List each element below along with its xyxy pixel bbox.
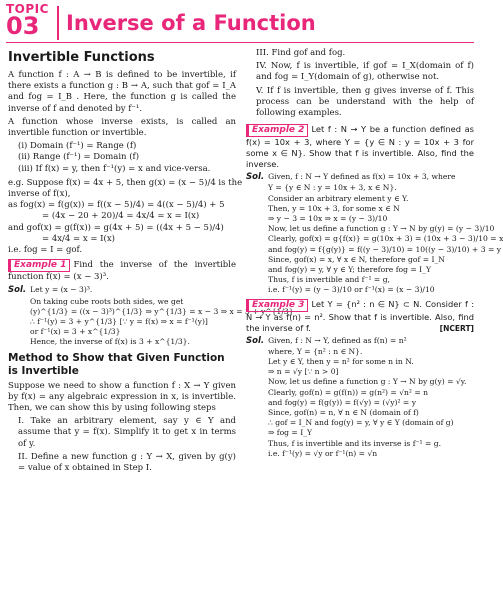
method-steps-continued bbox=[246, 48, 474, 119]
example-1-label: Example 1 bbox=[8, 259, 70, 272]
section-heading-method: Method to Show that Given Function is Invertible bbox=[8, 351, 225, 377]
solution-line: (y)^{1/3} = ((x − 3)³)^{1/3} ⇒ y^{1/3} = x − 3 ⇒ x = 3 + y^{1/3} bbox=[30, 306, 294, 316]
example-3-text: Let Y = {n² : n ∈ N} ⊂ N. Consider f : N → Y as f(n) = n². Show that f is invertible. Also, find the inverse of f. bbox=[246, 298, 474, 333]
solution-line: Clearly, gof(n) = g(f(n)) = g(n²) = √n² = n bbox=[268, 387, 429, 397]
solution-line: Let y = (x − 3)³. bbox=[30, 285, 93, 295]
solution-line: Clearly, gof(x) = g{f(x)} = g(10x + 3) = (10x + 3 − 3)/10 = x bbox=[268, 234, 503, 244]
eg-line: = 4x/4 = x = I(x) bbox=[42, 233, 115, 244]
solution-label: Sol. bbox=[8, 285, 27, 296]
example-2 bbox=[246, 124, 503, 295]
eg-line: as fog(x) = f(g(x)) = f((x − 5)/4) = 4((x − 5)/4) + 5 bbox=[8, 200, 225, 211]
ncert-tag: [NCERT] bbox=[439, 323, 474, 333]
solution-line: Given, f : N → Y, defined as f(n) = n² bbox=[268, 335, 407, 345]
solution-line: where, Y = {n² : n ∈ N}. bbox=[268, 346, 363, 356]
solution-line: Hence, the inverse of f(x) is 3 + x^{1/3}. bbox=[30, 337, 190, 347]
property-item: (ii) Range (f⁻¹) = Domain (f) bbox=[18, 152, 140, 163]
solution-line: Now, let us define a function g : Y → N by g(y) = (y − 3)/10 bbox=[268, 224, 495, 234]
method-step: I. Take an arbitrary element, say y ∈ Y and assume that y = f(x). Simplify it to get x in terms of y. bbox=[18, 416, 236, 449]
example-3-label: Example 3 bbox=[246, 299, 308, 312]
property-item: (i) Domain (f⁻¹) = Range (f) bbox=[18, 141, 137, 152]
method-intro: Suppose we need to show a function f : X → Y given by f(x) = any algebraic expression in x, is invertible. Then, we can show this by using following steps bbox=[8, 380, 236, 414]
method-step: V. If f is invertible, then g gives inverse of f. This process can be understand with the help of following examples. bbox=[256, 85, 474, 119]
solution-line: Let y ∈ Y, then y = n² for some n in N. bbox=[268, 357, 414, 367]
solution-line: Consider an arbitrary element y ∈ Y. bbox=[268, 193, 409, 203]
header-rule bbox=[6, 42, 474, 43]
solution-line: Then, y = 10x + 3, for some x ∈ N bbox=[268, 203, 400, 213]
topic-word: TOPIC bbox=[6, 2, 49, 16]
solution-line: or f⁻¹(x) = 3 + x^{1/3} bbox=[30, 327, 121, 337]
page-title: Inverse of a Function bbox=[66, 11, 316, 35]
topic-number: 03 bbox=[6, 12, 40, 40]
solution-line: Thus, f is invertible and f⁻¹ = g, bbox=[268, 275, 390, 285]
solution-line: i.e. f⁻¹(y) = √y or f⁻¹(n) = √n bbox=[268, 448, 378, 458]
eg-line: and gof(x) = g(f(x)) = g(4x + 5) = ((4x + 5 − 5)/4) bbox=[8, 222, 224, 233]
topic-badge bbox=[6, 2, 56, 40]
solution-line: Now, let us define a function g : Y → N by g(y) = √y. bbox=[268, 377, 467, 387]
solution-line: ∴ gof = I_N and fog(y) = y, ∀ y ∈ Y (domain of g) bbox=[268, 418, 454, 428]
eg-line: i.e. fog = I = gof. bbox=[8, 245, 83, 256]
example-3 bbox=[246, 299, 474, 459]
method-step: II. Define a new function g : Y → X, given by g(y) = value of x obtained in Step I. bbox=[18, 451, 236, 474]
solution-line: ⇒ n = √y [∵ n > 0] bbox=[268, 367, 339, 377]
solution-line: ⇒ fog = I_Y bbox=[268, 428, 313, 438]
example-2-text: Let f : N → Y be a function defined as f(x) = 10x + 3, where Y = {y ∈ N : y = 10x + 3 for some x ∈ N}. Show that f is invertible. Also, find the inverse. bbox=[246, 124, 474, 170]
definition-paragraph: A function f : A → B is defined to be invertible, if there exists a function g : B → A, such that gof = I_A and fog = I_B . Here, the function g is called the inverse of f and denoted by f⁻¹. bbox=[8, 70, 236, 114]
method-step: III. Find gof and fog. bbox=[256, 48, 346, 58]
method-step: IV. Now, f is invertible, if gof = I_X(domain of f) and fog = I_Y(domain of g), otherwise not. bbox=[256, 61, 474, 83]
solution-line: Since, gof(n) = n, ∀ n ∈ N (domain of f) bbox=[268, 408, 419, 418]
right-column bbox=[246, 48, 503, 459]
eg-line: e.g. Suppose f(x) = 4x + 5, then g(x) = (x − 5)/4 is the bbox=[8, 177, 243, 188]
property-list bbox=[8, 141, 236, 175]
example-eg bbox=[8, 177, 243, 256]
solution-line: and fog(y) = y, ∀ y ∈ Y; therefore fog = I_Y bbox=[268, 265, 431, 275]
solution-line: ∴ f⁻¹(y) = 3 + y^{1/3} [∵ y = f(x) ⇒ x = f⁻¹(y)] bbox=[30, 317, 208, 327]
property-item: (iii) If f(x) = y, then f⁻¹(y) = x and vice-versa. bbox=[18, 163, 211, 174]
method-steps bbox=[8, 416, 236, 474]
solution-line: Given, f : N → Y defined as f(x) = 10x + 3, where bbox=[268, 172, 456, 182]
solution-label: Sol. bbox=[246, 335, 265, 346]
section-heading-invertible: Invertible Functions bbox=[8, 50, 155, 65]
solution-line: Thus, f is invertible and its inverse is f⁻¹ = g. bbox=[268, 438, 442, 448]
solution-line: Since, gof(x) = x, ∀ x ∈ N, therefore gof = I_N bbox=[268, 254, 445, 264]
solution-line: ⇒ y − 3 = 10x ⇒ x = (y − 3)/10 bbox=[268, 214, 388, 224]
solution-line: On taking cube roots both sides, we get bbox=[30, 296, 184, 306]
example-2-label: Example 2 bbox=[246, 124, 308, 137]
page-header bbox=[0, 0, 480, 44]
eg-line: inverse of f(x), bbox=[8, 189, 71, 200]
solution-line: and fog(y) = f{g(y)} = f((y − 3)/10) = 10((y − 3)/10) + 3 = y bbox=[268, 244, 502, 254]
invertible-paragraph: A function whose inverse exists, is called an invertible function or invertible. bbox=[8, 116, 236, 139]
solution-line: Y = {y ∈ N : y = 10x + 3, x ∈ N}. bbox=[268, 183, 397, 193]
solution-label: Sol. bbox=[246, 172, 265, 183]
eg-line: = (4x − 20 + 20)/4 = 4x/4 = x = I(x) bbox=[42, 211, 200, 222]
solution-line: i.e. f⁻¹(y) = (y − 3)/10 or f⁻¹(x) = (x − 3)/10 bbox=[268, 285, 435, 295]
example-1-text: Find the inverse of the invertible function f(x) = (x − 3)³. bbox=[8, 260, 236, 283]
solution-line: and fog(y) = f(g(y)) = f(√y) = (√y)² = y bbox=[268, 397, 416, 407]
topic-divider bbox=[57, 6, 59, 40]
